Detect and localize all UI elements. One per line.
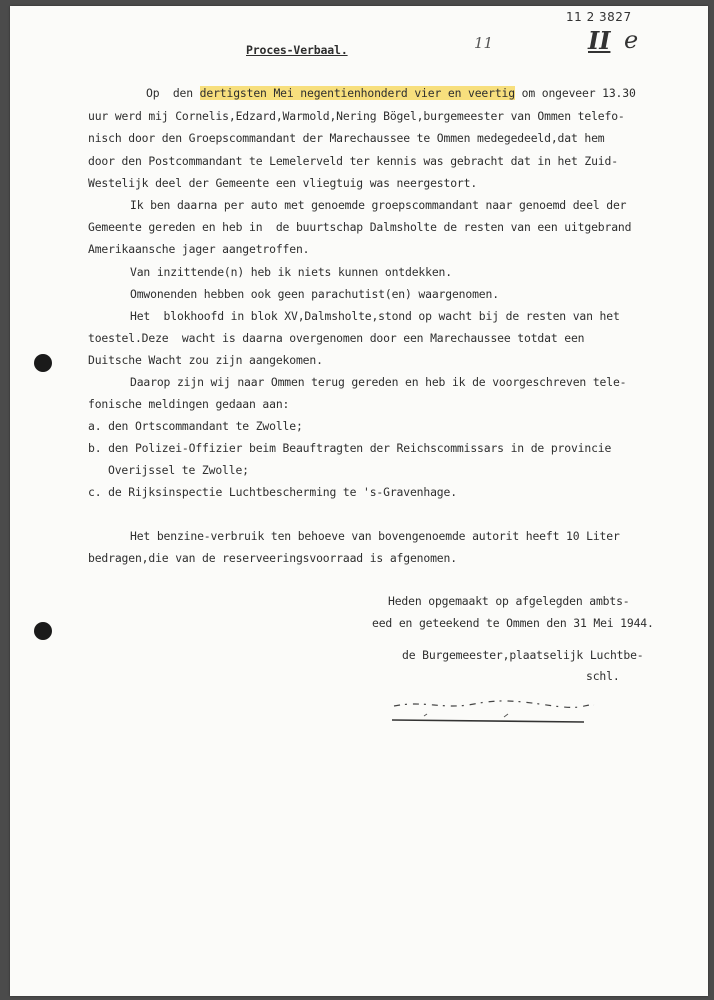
signatory-line-1: de Burgemeester,plaatselijk Luchtbe-: [402, 648, 644, 662]
highlighted-date: dertigsten Mei negentienhonderd vier en veertig: [199, 86, 515, 100]
paragraph-5-line-1: Het blokhoofd in blok XV,Dalmsholte,stond op wacht bij de resten van het: [130, 309, 620, 323]
paragraph-3: Van inzittende(n) heb ik niets kunnen ontdekken.: [130, 265, 452, 279]
document-title: Proces-Verbaal.: [246, 43, 348, 57]
paragraph-6-line-2: fonische meldingen gedaan aan:: [88, 397, 290, 411]
list-item-c: c. de Rijksinspectie Luchtbescherming te 's-Gravenhage.: [88, 485, 457, 499]
list-item-a: a. den Ortscommandant te Zwolle;: [88, 419, 303, 433]
paragraph-1-line-3: nisch door den Groepscommandant der Marechaussee te Ommen medegedeeld,dat hem: [88, 131, 605, 145]
signatory-line-2: schl.: [586, 669, 620, 683]
closing-line-1: Heden opgemaakt op afgelegden ambts-: [388, 594, 630, 608]
paragraph-7-line-1: Het benzine-verbruik ten behoeve van bovengenoemde autorit heeft 10 Liter: [130, 529, 620, 543]
paragraph-5-line-2: toestel.Deze wacht is daarna overgenomen door een Marechaussee totdat een: [88, 331, 585, 345]
paragraph-1-line-2: uur werd mij Cornelis,Edzard,Warmold,Nering Bögel,burgemeester van Ommen telefo-: [88, 109, 625, 123]
paragraph-7-line-2: bedragen,die van de reserveeringsvoorraad is afgenomen.: [88, 551, 457, 565]
paragraph-1-line-1: Op den dertigsten Mei negentienhonderd vier en veertig om ongeveer 13.30: [146, 86, 636, 100]
archive-mark-roman: II: [588, 26, 611, 55]
archive-mark-letter: e: [624, 26, 639, 54]
pencil-mark: 11: [474, 34, 494, 52]
paragraph-1-line-4: door den Postcommandant te Lemelerveld ter kennis was gebracht dat in het Zuid-: [88, 154, 618, 168]
paragraph-5-line-3: Duitsche Wacht zou zijn aangekomen.: [88, 353, 323, 367]
punch-hole-top: [34, 354, 52, 372]
list-item-b-line-1: b. den Polizei-Offizier beim Beauftragten der Reichscommissars in de provincie: [88, 441, 612, 455]
paragraph-6-line-1: Daarop zijn wij naar Ommen terug gereden en heb ik de voorgeschreven tele-: [130, 375, 627, 389]
paragraph-1-line-5: Westelijk deel der Gemeente een vliegtuig was neergestort.: [88, 176, 478, 190]
closing-line-2: eed en geteekend te Ommen den 31 Mei 1944.: [372, 616, 654, 630]
list-item-b-line-2: Overijssel te Zwolle;: [108, 463, 249, 477]
punch-hole-bottom: [34, 622, 52, 640]
handwritten-signature: [384, 690, 604, 730]
paragraph-4: Omwonenden hebben ook geen parachutist(en) waargenomen.: [130, 287, 499, 301]
archive-reference-number: 11 2 3827: [566, 10, 632, 24]
paragraph-2-line-2: Gemeente gereden en heb in de buurtschap Dalmsholte de resten van een uitgebrand: [88, 220, 632, 234]
paragraph-2-line-1: Ik ben daarna per auto met genoemde groepscommandant naar genoemd deel der: [130, 198, 627, 212]
paragraph-2-line-3: Amerikaansche jager aangetroffen.: [88, 242, 310, 256]
